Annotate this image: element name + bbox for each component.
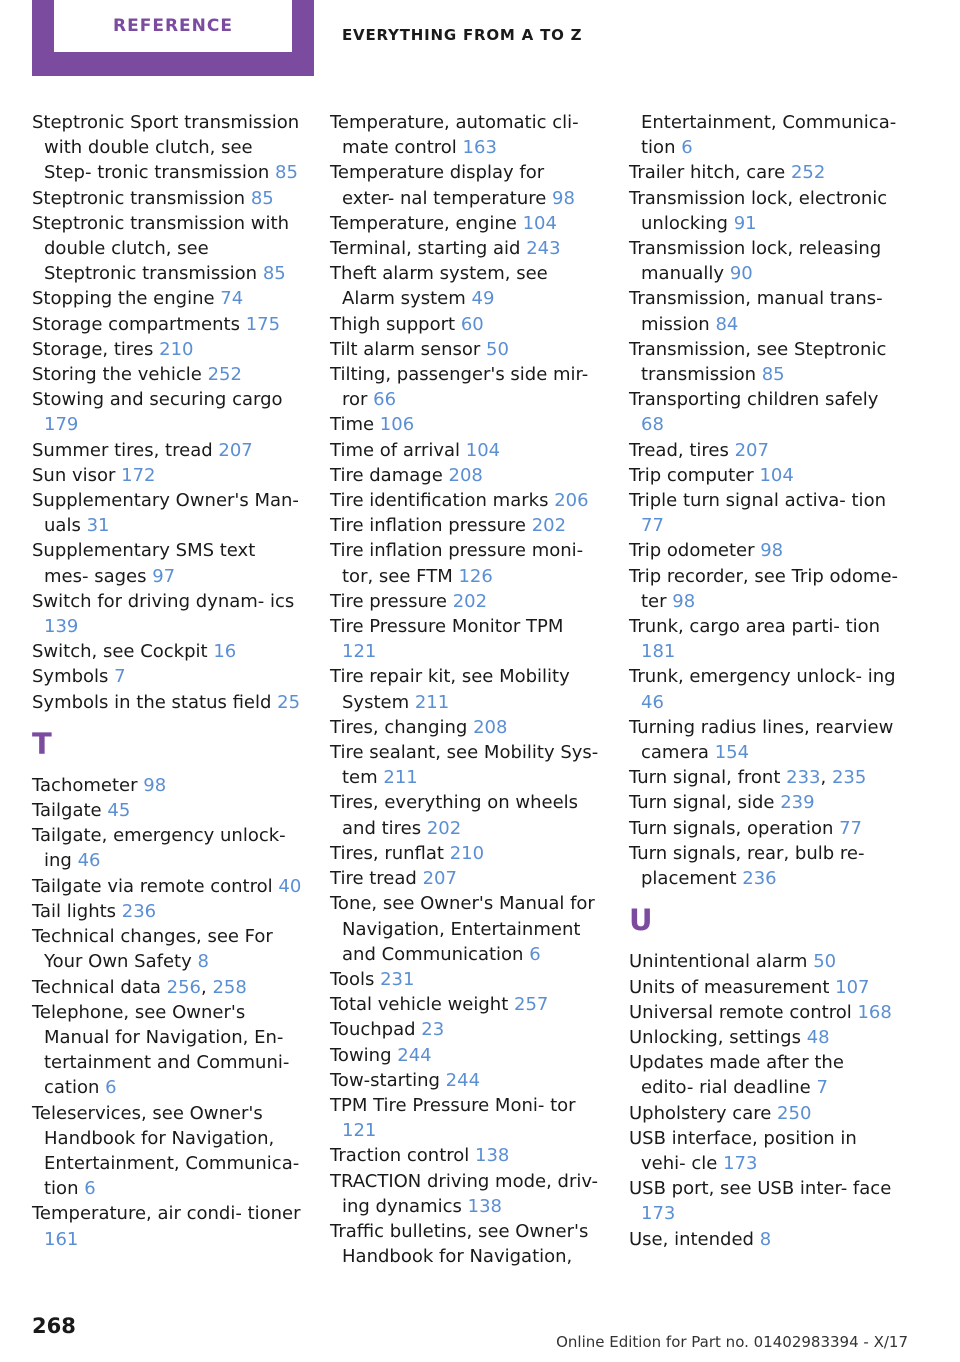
- index-entry: [330, 1043, 600, 1068]
- page-link[interactable]: 138: [467, 1195, 502, 1217]
- index-entry: [32, 1201, 302, 1251]
- index-entry-text: Universal remote control: [629, 1001, 852, 1023]
- page-link[interactable]: 257: [514, 994, 549, 1016]
- index-entry-text: Upholstery care: [629, 1102, 772, 1124]
- index-entry-text: Unlocking, settings: [629, 1026, 801, 1048]
- page-link[interactable]: 6: [105, 1077, 117, 1099]
- index-entry: [330, 1143, 600, 1168]
- page-link[interactable]: 50: [486, 338, 509, 360]
- index-entry-text: Stopping the engine: [32, 288, 215, 310]
- page-link[interactable]: 139: [44, 616, 79, 638]
- index-entry-text: Tailgate: [32, 800, 102, 822]
- page-link[interactable]: 208: [473, 716, 508, 738]
- page-link[interactable]: 66: [373, 389, 397, 411]
- index-entry-text: Tools: [330, 968, 375, 990]
- page-link[interactable]: 74: [220, 288, 244, 310]
- index-entry: [32, 639, 302, 664]
- index-entry: [330, 337, 600, 362]
- index-entry-text: Tire repair kit, see Mobility System: [330, 666, 570, 713]
- index-entry-text: Units of measurement: [629, 976, 830, 998]
- index-entry: [330, 1068, 600, 1093]
- index-entry: [629, 1176, 899, 1226]
- index-entry-text: Steptronic transmission with double clutch, see Steptronic transmission: [32, 212, 289, 285]
- index-entry: [32, 110, 302, 186]
- page-link[interactable]: 163: [462, 137, 497, 159]
- index-entry: [629, 564, 899, 614]
- index-entry-text: USB interface, position in vehi- cle: [629, 1127, 857, 1174]
- index-entry: [629, 236, 899, 286]
- index-entry-text: Symbols in the status field: [32, 691, 272, 713]
- index-entry-text: Temperature, automatic cli- mate control: [330, 112, 579, 159]
- index-entry: [330, 1017, 600, 1042]
- index-entry-text: Tail lights: [32, 900, 117, 922]
- page-link[interactable]: 208: [448, 464, 483, 486]
- index-entry-text: Trailer hitch, care: [629, 162, 786, 184]
- index-entry: [32, 211, 302, 287]
- index-letter-heading: U: [629, 903, 653, 938]
- index-entry: [32, 186, 302, 211]
- index-entry: [32, 1000, 302, 1101]
- page-link[interactable]: 85: [761, 364, 785, 386]
- index-entry-text: Supplementary SMS text mes- sages: [32, 540, 256, 587]
- index-entry: [629, 1126, 899, 1176]
- index-entry: [32, 924, 302, 974]
- index-entry: [629, 337, 899, 387]
- page-link[interactable]: 60: [460, 313, 484, 335]
- page-link[interactable]: 173: [723, 1152, 758, 1174]
- index-entry-text: Tire inflation pressure moni- tor, see FTM: [330, 540, 584, 587]
- index-entry-text: Storage compartments: [32, 313, 240, 335]
- index-entry: [629, 715, 899, 765]
- index-entry-text: Turning radius lines, rearview camera: [629, 716, 894, 764]
- index-entry-text: Steptronic Sport transmission with double clutch, see Step- tronic transmission: [32, 112, 300, 184]
- page-link[interactable]: 90: [729, 263, 753, 285]
- page-link[interactable]: 235: [831, 767, 867, 789]
- page-link[interactable]: 154: [714, 742, 750, 764]
- index-entry-text: Sun visor: [32, 464, 116, 486]
- index-entry: [629, 286, 899, 336]
- page-link[interactable]: 252: [207, 364, 242, 386]
- index-entry: [32, 362, 302, 387]
- index-entry: [32, 438, 302, 463]
- page-link[interactable]: 85: [250, 187, 274, 209]
- index-entry-text: Trip odometer: [629, 540, 755, 562]
- page-link[interactable]: 175: [245, 313, 281, 335]
- page-link[interactable]: 243: [526, 238, 561, 260]
- index-entry-text: Time of arrival: [330, 439, 461, 461]
- index-entry: [32, 538, 302, 588]
- index-entry-text: Tachometer: [32, 774, 138, 796]
- index-entry-text: TPM Tire Pressure Moni- tor: [330, 1094, 576, 1116]
- page-link[interactable]: 244: [397, 1044, 432, 1066]
- section-tab-label: REFERENCE: [113, 16, 233, 36]
- index-entry: [32, 823, 302, 873]
- index-entry: [32, 463, 302, 488]
- index-entry-text: Tire inflation pressure: [330, 515, 526, 537]
- index-entry-text: Updates made after the edito- rial deadline: [629, 1052, 844, 1099]
- index-entry-text: Tire sealant, see Mobility Sys- tem: [330, 742, 599, 789]
- index-entry-text: Tailgate, emergency unlock- ing: [32, 825, 286, 872]
- index-entry-text: Entertainment, Communica- tion: [641, 112, 897, 159]
- index-entry-text: Towing: [330, 1044, 392, 1066]
- index-entry: [629, 488, 899, 538]
- index-entry-text: Traffic bulletins, see Owner's Handbook for Navigation,: [330, 1220, 589, 1268]
- index-entry: [32, 798, 302, 823]
- page-link[interactable]: 68: [641, 414, 664, 436]
- index-entry: [32, 488, 302, 538]
- page-link[interactable]: 121: [342, 1120, 377, 1142]
- index-entry-text: Stowing and securing cargo: [32, 389, 283, 411]
- page-number: 268: [32, 1314, 76, 1338]
- page-link[interactable]: 50: [813, 951, 837, 973]
- index-entry: [330, 236, 600, 261]
- index-entry-text: Storing the vehicle: [32, 364, 202, 386]
- index-entry: [629, 538, 899, 563]
- index-entry: [32, 589, 302, 639]
- index-entry-text: Tire identification marks: [330, 490, 549, 512]
- index-entry-text: Turn signals, rear, bulb re- placement: [629, 842, 865, 890]
- index-entry: [330, 412, 600, 437]
- page-link[interactable]: 256: [166, 976, 202, 998]
- index-entry-text: Triple turn signal activa- tion: [629, 490, 886, 512]
- index-entry: [629, 1050, 899, 1100]
- page-link[interactable]: 107: [835, 976, 870, 998]
- index-entry: [629, 614, 899, 664]
- index-entry-text: Temperature display for exter- nal temperature: [330, 162, 547, 209]
- index-entry: [32, 1101, 302, 1202]
- edition-footer: Online Edition for Part no. 01402983394 - X/17: [556, 1333, 908, 1351]
- index-entry-text: Transmission lock, releasing manually: [629, 238, 882, 285]
- page-link[interactable]: 85: [275, 162, 298, 184]
- index-column-2: [330, 110, 600, 1269]
- index-entry-text: Tilting, passenger's side mir- ror: [330, 364, 589, 411]
- index-entry: [629, 664, 899, 714]
- index-entry-text: Tires, runflat: [330, 842, 444, 864]
- index-entry-text: Symbols: [32, 666, 109, 688]
- index-entry-text: Transporting children safely: [629, 389, 879, 411]
- index-entry-text: Theft alarm system, see Alarm system: [330, 263, 548, 310]
- page-link[interactable]: 202: [426, 817, 462, 839]
- index-entry-text: Tires, changing: [330, 716, 468, 738]
- page-link[interactable]: 77: [641, 515, 664, 537]
- index-column-1: [32, 110, 302, 1252]
- index-entry: [330, 589, 600, 614]
- index-entry: [629, 110, 899, 160]
- index-entry-text: Trip recorder, see Trip odome- ter: [629, 565, 899, 612]
- page-link[interactable]: 49: [471, 288, 495, 310]
- page-link[interactable]: 211: [383, 767, 418, 789]
- index-entry: [330, 261, 600, 311]
- index-entry: [330, 463, 600, 488]
- page-link[interactable]: 210: [449, 842, 485, 864]
- index-entry: [330, 211, 600, 236]
- index-entry-text: Switch for driving dynam- ics: [32, 590, 295, 612]
- index-entry-text: Turn signals, operation: [629, 817, 834, 839]
- index-entry-text: Tilt alarm sensor: [330, 338, 481, 360]
- index-entry-text: Transmission, manual trans- mission: [629, 288, 883, 335]
- index-entry-text: Tread, tires: [629, 439, 729, 461]
- index-entry-text: Technical changes, see For Your Own Safety: [32, 926, 273, 973]
- section-tab-label-box: [54, 0, 292, 52]
- index-entry: [330, 992, 600, 1017]
- index-entry-text: Touchpad: [330, 1019, 416, 1041]
- index-entry-text: Storage, tires: [32, 338, 154, 360]
- page-link[interactable]: 236: [742, 868, 777, 890]
- index-entry: Technical data 256, 258: [32, 976, 247, 998]
- page-link[interactable]: 98: [143, 774, 167, 796]
- page-link[interactable]: 84: [715, 313, 739, 335]
- page-link[interactable]: 244: [445, 1069, 481, 1091]
- page-link[interactable]: 104: [465, 439, 501, 461]
- index-entry-text: Tire tread: [330, 868, 417, 890]
- index-entry-text: Total vehicle weight: [330, 994, 509, 1016]
- index-entry: [330, 488, 600, 513]
- index-letter-heading: T: [32, 726, 52, 761]
- page-link[interactable]: 97: [152, 565, 176, 587]
- index-entry-text: Use, intended: [629, 1228, 754, 1250]
- page-link[interactable]: 104: [759, 464, 794, 486]
- page-link[interactable]: 231: [380, 968, 415, 990]
- index-entry: [629, 387, 899, 437]
- index-entry-text: Telephone, see Owner's Manual for Navigation, En- tertainment and Communi- cation: [32, 1001, 290, 1099]
- index-entry: [32, 690, 302, 715]
- index-entry: [330, 438, 600, 463]
- index-entry-text: Traction control: [330, 1145, 470, 1167]
- page-link[interactable]: 181: [641, 641, 676, 663]
- page-link[interactable]: 31: [86, 515, 110, 537]
- page-link[interactable]: 7: [114, 666, 126, 688]
- index-entry: [330, 538, 600, 588]
- page-link[interactable]: 40: [278, 875, 302, 897]
- index-entry-text: Trip computer: [629, 464, 754, 486]
- index-entry: [330, 110, 600, 160]
- index-entry: [330, 614, 600, 664]
- page-link[interactable]: 16: [213, 641, 237, 663]
- index-entry: [629, 949, 899, 974]
- index-entry-text: Turn signal, front: [629, 767, 781, 789]
- index-entry: [330, 1219, 600, 1269]
- page-link[interactable]: 250: [777, 1102, 812, 1124]
- chapter-title: EVERYTHING FROM A TO Z: [342, 26, 583, 44]
- page-link[interactable]: 46: [77, 850, 101, 872]
- index-entry-text: Trunk, emergency unlock- ing: [629, 666, 896, 688]
- page-link[interactable]: 121: [342, 641, 377, 663]
- page-link[interactable]: 233: [786, 767, 821, 789]
- index-entry-text: Summer tires, tread: [32, 439, 213, 461]
- index-entry: [330, 312, 600, 337]
- page-link[interactable]: 211: [414, 691, 450, 713]
- page-link[interactable]: 23: [421, 1019, 445, 1041]
- index-entry-text: Turn signal, side: [629, 792, 775, 814]
- page-link[interactable]: 202: [452, 590, 488, 612]
- index-entry-text: Supplementary Owner's Man- uals: [32, 490, 299, 537]
- index-entry-text: Time: [330, 414, 375, 436]
- index-entry-text: Temperature, air condi- tioner: [32, 1203, 301, 1225]
- page-link[interactable]: 45: [107, 800, 131, 822]
- page-link[interactable]: 236: [121, 900, 157, 922]
- index-entry: [32, 773, 302, 798]
- page-link[interactable]: 173: [641, 1203, 676, 1225]
- index-entry: [330, 513, 600, 538]
- index-entry: [330, 1093, 600, 1143]
- index-entry-text: Tire damage: [330, 464, 443, 486]
- page-link[interactable]: 104: [522, 212, 557, 234]
- page-link[interactable]: 207: [422, 868, 457, 890]
- page-link[interactable]: 179: [44, 414, 79, 436]
- page-link[interactable]: 172: [121, 464, 156, 486]
- page-link[interactable]: 8: [197, 951, 209, 973]
- index-entry: [629, 186, 899, 236]
- index-entry-text: Trunk, cargo area parti- tion: [629, 616, 881, 638]
- index-entry: [629, 1025, 899, 1050]
- page-link[interactable]: 6: [84, 1178, 96, 1200]
- page-link[interactable]: 202: [531, 515, 567, 537]
- page-link[interactable]: 126: [458, 565, 493, 587]
- page-link[interactable]: 98: [760, 540, 784, 562]
- index-entry: [330, 841, 600, 866]
- page-link[interactable]: 48: [806, 1026, 830, 1048]
- page-link[interactable]: 207: [218, 439, 253, 461]
- page-link[interactable]: 85: [262, 263, 286, 285]
- page-link[interactable]: 8: [759, 1228, 772, 1250]
- index-entry: [32, 664, 302, 689]
- index-entry: [330, 362, 600, 412]
- index-entry-text: Tires, everything on wheels and tires: [330, 792, 579, 839]
- index-entry: Turn signal, front 233, 235: [629, 767, 867, 789]
- index-entry-text: Tow-starting: [330, 1069, 440, 1091]
- index-entry-text: Transmission, see Steptronic transmission: [629, 338, 887, 386]
- index-entry: [629, 790, 899, 815]
- page-link[interactable]: 207: [734, 439, 769, 461]
- index-entry: [629, 816, 899, 841]
- page-link[interactable]: 25: [277, 691, 301, 713]
- index-entry-text: Terminal, starting aid: [330, 238, 521, 260]
- index-entry: [330, 790, 600, 840]
- index-entry-text: Switch, see Cockpit: [32, 641, 208, 663]
- page-link[interactable]: 258: [212, 976, 247, 998]
- page-link[interactable]: 239: [780, 792, 815, 814]
- index-entry: [32, 874, 302, 899]
- index-entry-text: Steptronic transmission: [32, 187, 246, 209]
- page-link[interactable]: 98: [552, 187, 575, 209]
- index-entry-text: Technical data: [32, 976, 161, 998]
- index-entry: [330, 160, 600, 210]
- page-link[interactable]: 161: [44, 1228, 79, 1250]
- index-entry-text: Teleservices, see Owner's Handbook for Navigation, Entertainment, Communica- tion: [32, 1102, 300, 1200]
- index-entry: [330, 1169, 600, 1219]
- page-link[interactable]: 6: [529, 943, 541, 965]
- page-link[interactable]: 46: [641, 691, 664, 713]
- page-link[interactable]: 106: [379, 414, 415, 436]
- index-entry: [629, 438, 899, 463]
- page-link[interactable]: 138: [475, 1145, 510, 1167]
- index-entry-text: Temperature, engine: [330, 212, 517, 234]
- index-entry-text: Thigh support: [330, 313, 456, 335]
- index-entry-text: Tire Pressure Monitor TPM: [330, 616, 564, 638]
- page-link[interactable]: 91: [733, 212, 757, 234]
- index-entry: [330, 664, 600, 714]
- index-entry: [629, 841, 899, 891]
- index-entry: [330, 866, 600, 891]
- index-entry: [32, 337, 302, 362]
- index-entry-text: USB port, see USB inter- face: [629, 1178, 892, 1200]
- index-column-3: [629, 110, 899, 1252]
- page-link[interactable]: 252: [790, 162, 826, 184]
- page-link[interactable]: 7: [816, 1077, 828, 1099]
- index-entry-text: Tire pressure: [330, 590, 447, 612]
- index-entry: [330, 715, 600, 740]
- page-link[interactable]: 6: [681, 137, 693, 159]
- index-entry-text: Unintentional alarm: [629, 951, 808, 973]
- page-link[interactable]: 206: [554, 490, 589, 512]
- index-entry: [32, 387, 302, 437]
- index-entry-text: Transmission lock, electronic unlocking: [629, 187, 888, 234]
- index-entry: [629, 975, 899, 1000]
- index-entry: [32, 899, 302, 924]
- index-entry: [330, 967, 600, 992]
- index-entry: [629, 1227, 899, 1252]
- index-entry: [629, 1101, 899, 1126]
- index-entry: [32, 312, 302, 337]
- page-link[interactable]: 98: [672, 590, 696, 612]
- index-entry: [330, 891, 600, 967]
- index-entry: [629, 160, 899, 185]
- index-entry-text: Tailgate via remote control: [32, 875, 273, 897]
- page-link[interactable]: 168: [857, 1001, 892, 1023]
- index-entry-text: TRACTION driving mode, driv- ing dynamics: [330, 1170, 599, 1217]
- index-entry: [629, 1000, 899, 1025]
- index-entry: [330, 740, 600, 790]
- page-link[interactable]: 77: [839, 817, 863, 839]
- page-link[interactable]: 210: [159, 338, 194, 360]
- index-entry: [629, 463, 899, 488]
- index-entry: [32, 286, 302, 311]
- index-entry-text: Tone, see Owner's Manual for Navigation, Entertainment and Communication: [330, 893, 595, 965]
